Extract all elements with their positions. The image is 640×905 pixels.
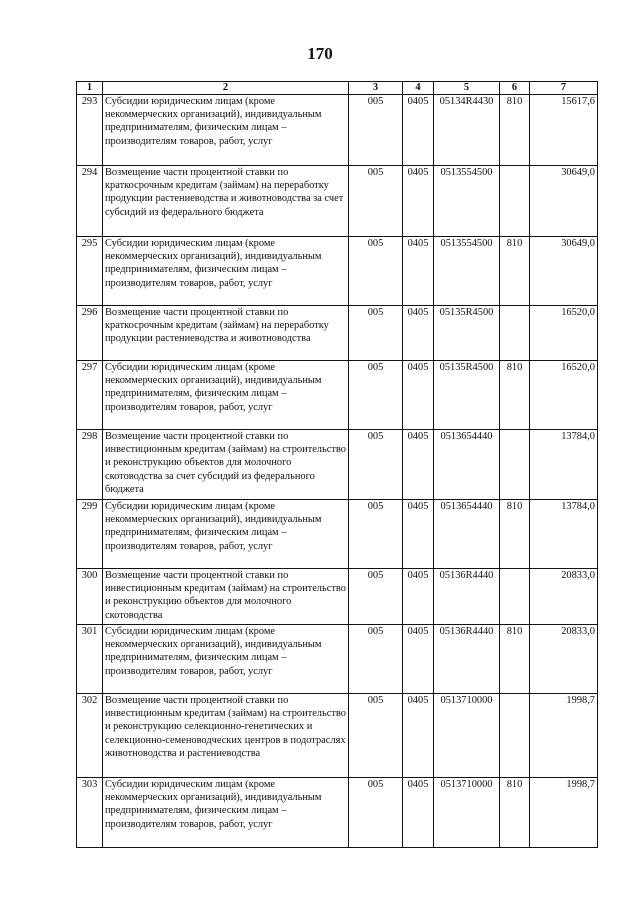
row-target-code: 05134R4430 [434, 95, 500, 166]
row-name: Субсидии юридическим лицам (кроме некоммерческих организаций), индивидуальным предпринимателям, физическим лицам – производителям товаров, работ, услуг [103, 778, 349, 848]
row-amount: 30649,0 [530, 237, 598, 306]
table-row [77, 430, 598, 500]
table-row [77, 569, 598, 625]
row-ministry-code: 005 [349, 778, 403, 848]
row-name: Возмещение части процентной ставки по краткосрочным кредитам (займам) на переработку продукции растениеводства и животноводства за счет субсидий из федерального бюджета [103, 166, 349, 237]
table-row [77, 625, 598, 694]
row-target-code: 0513654440 [434, 430, 500, 500]
row-section-code: 0405 [403, 625, 434, 694]
row-expense-type: 810 [500, 625, 530, 694]
row-section-code: 0405 [403, 569, 434, 625]
table-header-row [77, 82, 598, 95]
row-expense-type [500, 430, 530, 500]
table-row [77, 500, 598, 569]
column-header: 1 [77, 82, 103, 95]
row-ministry-code: 005 [349, 306, 403, 361]
row-target-code: 0513554500 [434, 237, 500, 306]
column-header: 6 [500, 82, 530, 95]
row-ministry-code: 005 [349, 694, 403, 778]
row-section-code: 0405 [403, 778, 434, 848]
row-expense-type [500, 694, 530, 778]
table-row [77, 306, 598, 361]
row-expense-type [500, 166, 530, 237]
row-ministry-code: 005 [349, 237, 403, 306]
row-expense-type [500, 569, 530, 625]
page-number: 170 [307, 44, 333, 63]
row-ministry-code: 005 [349, 625, 403, 694]
row-number: 301 [77, 625, 103, 694]
row-number: 299 [77, 500, 103, 569]
row-expense-type: 810 [500, 778, 530, 848]
row-section-code: 0405 [403, 430, 434, 500]
row-target-code: 0513710000 [434, 778, 500, 848]
row-ministry-code: 005 [349, 95, 403, 166]
row-section-code: 0405 [403, 306, 434, 361]
row-expense-type [500, 306, 530, 361]
row-amount: 30649,0 [530, 166, 598, 237]
row-target-code: 05136R4440 [434, 569, 500, 625]
row-amount: 13784,0 [530, 430, 598, 500]
row-expense-type: 810 [500, 500, 530, 569]
row-number: 303 [77, 778, 103, 848]
row-number: 302 [77, 694, 103, 778]
column-header: 5 [434, 82, 500, 95]
row-name: Возмещение части процентной ставки по инвестиционным кредитам (займам) на строительство и реконструкцию селекционно-генетических и селекционно-семеноводческих центров в подотраслях животноводства и растениеводства [103, 694, 349, 778]
row-number: 296 [77, 306, 103, 361]
row-amount: 16520,0 [530, 361, 598, 430]
row-name: Возмещение части процентной ставки по краткосрочным кредитам (займам) на переработку продукции растениеводства и животноводства [103, 306, 349, 361]
column-header: 3 [349, 82, 403, 95]
row-amount: 13784,0 [530, 500, 598, 569]
row-section-code: 0405 [403, 694, 434, 778]
row-target-code: 0513654440 [434, 500, 500, 569]
table-row [77, 166, 598, 237]
table-row [77, 778, 598, 848]
row-name: Субсидии юридическим лицам (кроме некоммерческих организаций), индивидуальным предпринимателям, физическим лицам – производителям товаров, работ, услуг [103, 500, 349, 569]
table-row [77, 95, 598, 166]
row-section-code: 0405 [403, 237, 434, 306]
row-section-code: 0405 [403, 500, 434, 569]
row-amount: 15617,6 [530, 95, 598, 166]
row-target-code: 05135R4500 [434, 306, 500, 361]
row-name: Субсидии юридическим лицам (кроме некоммерческих организаций), индивидуальным предпринимателям, физическим лицам – производителям товаров, работ, услуг [103, 361, 349, 430]
row-number: 297 [77, 361, 103, 430]
row-expense-type: 810 [500, 95, 530, 166]
column-header: 7 [530, 82, 598, 95]
row-amount: 1998,7 [530, 694, 598, 778]
row-ministry-code: 005 [349, 500, 403, 569]
row-expense-type: 810 [500, 361, 530, 430]
row-number: 293 [77, 95, 103, 166]
row-name: Возмещение части процентной ставки по инвестиционным кредитам (займам) на строительство и реконструкцию объектов для молочного скотоводства за счет субсидий из федерального бюджета [103, 430, 349, 500]
row-name: Субсидии юридическим лицам (кроме некоммерческих организаций), индивидуальным предпринимателям, физическим лицам – производителям товаров, работ, услуг [103, 237, 349, 306]
row-target-code: 05135R4500 [434, 361, 500, 430]
row-amount: 20833,0 [530, 569, 598, 625]
row-amount: 1998,7 [530, 778, 598, 848]
row-name: Субсидии юридическим лицам (кроме некоммерческих организаций), индивидуальным предпринимателям, физическим лицам – производителям товаров, работ, услуг [103, 95, 349, 166]
table-row [77, 237, 598, 306]
row-amount: 20833,0 [530, 625, 598, 694]
row-number: 300 [77, 569, 103, 625]
row-ministry-code: 005 [349, 166, 403, 237]
row-section-code: 0405 [403, 166, 434, 237]
row-section-code: 0405 [403, 95, 434, 166]
table-row [77, 361, 598, 430]
row-amount: 16520,0 [530, 306, 598, 361]
row-expense-type: 810 [500, 237, 530, 306]
row-target-code: 0513710000 [434, 694, 500, 778]
row-name: Возмещение части процентной ставки по инвестиционным кредитам (займам) на строительство и реконструкцию объектов для молочного скотоводства [103, 569, 349, 625]
row-number: 294 [77, 166, 103, 237]
row-ministry-code: 005 [349, 569, 403, 625]
column-header: 4 [403, 82, 434, 95]
row-section-code: 0405 [403, 361, 434, 430]
row-name: Субсидии юридическим лицам (кроме некоммерческих организаций), индивидуальным предпринимателям, физическим лицам – производителям товаров, работ, услуг [103, 625, 349, 694]
budget-table [76, 81, 598, 848]
row-ministry-code: 005 [349, 430, 403, 500]
table-row [77, 694, 598, 778]
row-target-code: 0513554500 [434, 166, 500, 237]
column-header: 2 [103, 82, 349, 95]
row-target-code: 05136R4440 [434, 625, 500, 694]
row-ministry-code: 005 [349, 361, 403, 430]
row-number: 295 [77, 237, 103, 306]
row-number: 298 [77, 430, 103, 500]
